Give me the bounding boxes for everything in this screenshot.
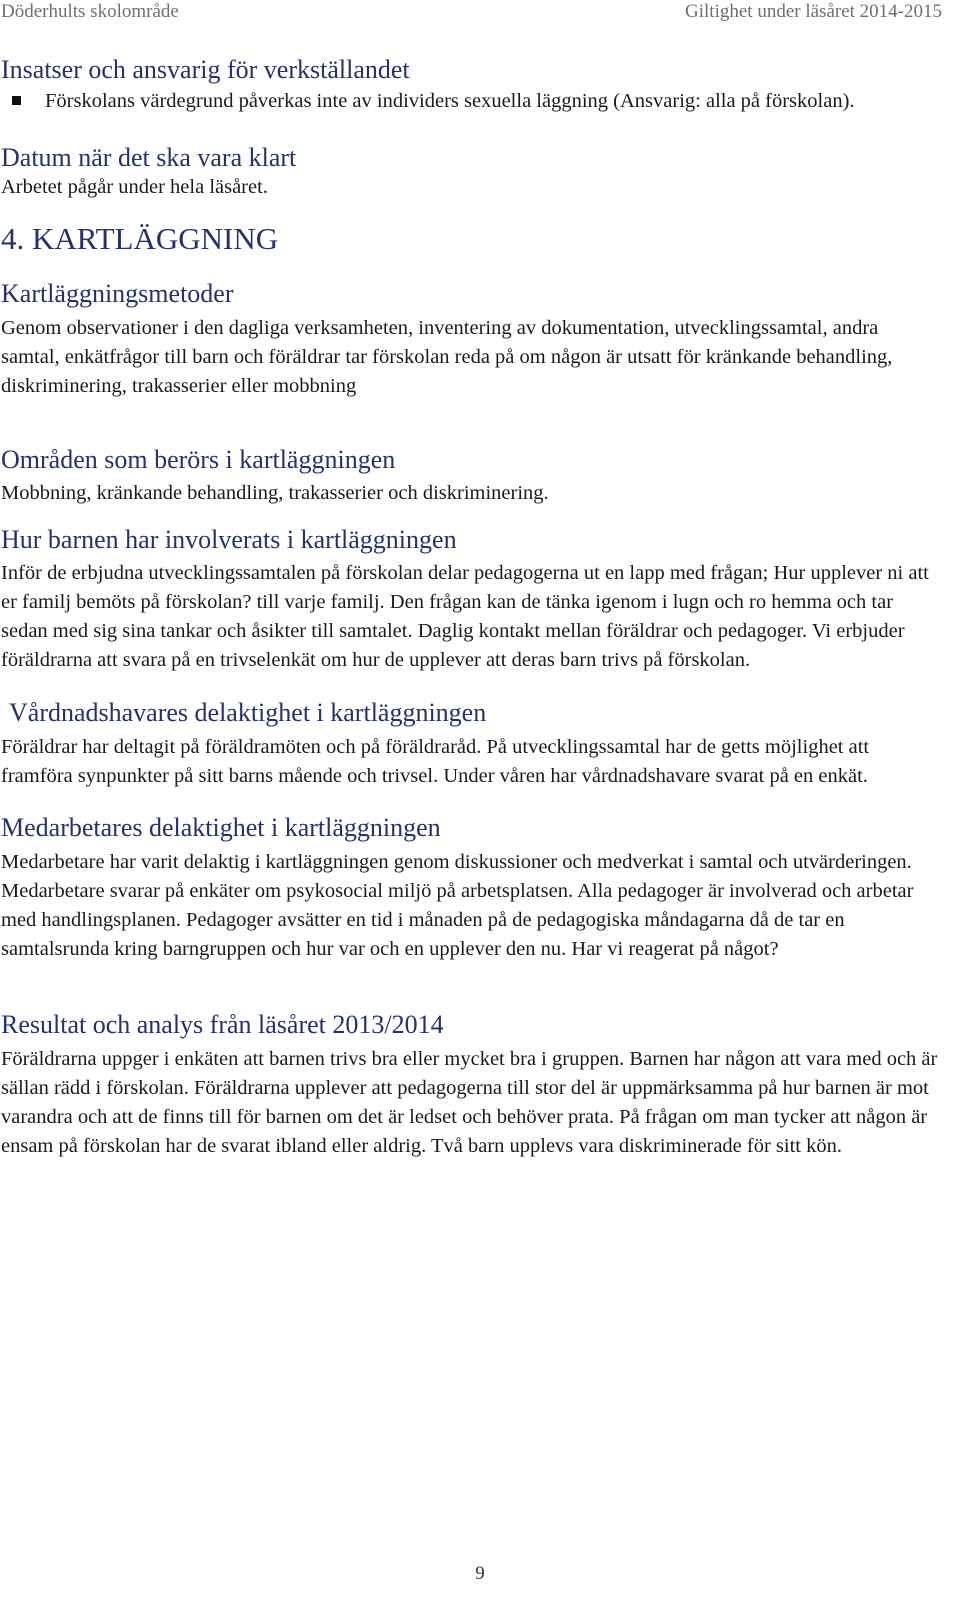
- square-bullet-icon: [12, 96, 21, 105]
- resultat-och-analys-text: Föräldrarna uppger i enkäten att barnen trivs bra eller mycket bra i gruppen. Barnen har någon att vara med och är sällan rädd i förskolan. Föräldrarna upplever att pedagogerna till stor del är uppmärksamma på hur barnen är mot varandra och att de finns till för barnen om det är ledset och behöver prata. På frågan om man tycker att någon är ensam på förskolan har de svarat ibland eller aldrig. Två barn upplevs vara diskriminerade för sitt kön.: [1, 1048, 938, 1157]
- heading-insatser: Insatser och ansvarig för verkställandet: [1, 55, 410, 84]
- heading-datum: Datum när det ska vara klart: [1, 143, 297, 172]
- section-title-kartlaggning: 4. KARTLÄGGNING: [1, 221, 279, 256]
- heading-vardnadshavares-delaktighet: Vårdnadshavares delaktighet i kartläggningen: [9, 698, 487, 727]
- header-validity: Giltighet under läsåret 2014-2015: [685, 1, 942, 22]
- page-number: 9: [475, 1563, 485, 1584]
- kartlaggningsmetoder-text: Genom observationer i den dagliga verksamheten, inventering av dokumentation, utvecklingssamtal, andra samtal, enkätfrågor till barn och föräldrar tar förskolan reda på om någon är utsatt för kränkande behandling, diskriminering, trakasserier eller mobbning: [1, 317, 893, 397]
- medarbetares-delaktighet-text: Medarbetare har varit delaktig i kartläggningen genom diskussioner och medverkat i samtal och utvärderingen. Medarbetare svarar på enkäter om psykosocial miljö på arbetsplatsen. Alla pedagoger är involverad och arbetar med handlingsplanen. Pedagoger avsätter en tid i månaden på de pedagogiska måndagarna då de tar en samtalsrunda kring barngruppen och hur var och en upplever den nu. Har vi reagerat på något?: [1, 851, 914, 960]
- datum-text: Arbetet pågår under hela läsåret.: [1, 176, 268, 198]
- heading-barnen-involverats: Hur barnen har involverats i kartläggningen: [1, 525, 457, 554]
- heading-kartlaggningsmetoder: Kartläggningsmetoder: [1, 279, 234, 308]
- bullet-text: Förskolans värdegrund påverkas inte av individers sexuella läggning (Ansvarig: alla på förskolan).: [45, 90, 855, 112]
- barnen-involverats-text: Inför de erbjudna utvecklingssamtalen på förskolan delar pedagogerna ut en lapp med frågan; Hur upplever ni att er familj bemöts på förskolan? till varje familj. Den frågan kan de tänka igenom i lugn och ro hemma och tar sedan med sig sina tankar och åsikter till samtalet. Daglig kontakt mellan föräldrar och pedagoger. Vi erbjuder föräldrarna att svara på en trivselenkät om hur de upplever att deras barn trivs på förskolan.: [1, 562, 929, 671]
- heading-omraden: Områden som berörs i kartläggningen: [1, 445, 396, 474]
- heading-medarbetares-delaktighet: Medarbetares delaktighet i kartläggningen: [1, 813, 441, 842]
- vardnadshavares-delaktighet-text: Föräldrar har deltagit på föräldramöten och på föräldraråd. På utvecklingssamtal har de getts möjlighet att framföra synpunkter på sitt barns mående och trivsel. Under våren har vårdnadshavare svarat på en enkät.: [1, 736, 870, 787]
- page-header: [1, 0, 942, 27]
- omraden-text: Mobbning, kränkande behandling, trakasserier och diskriminering.: [1, 482, 549, 504]
- header-school-area: Döderhults skolområde: [1, 1, 179, 22]
- bullet-item: [1, 87, 942, 116]
- heading-resultat-och-analys: Resultat och analys från läsåret 2013/2014: [1, 1010, 444, 1039]
